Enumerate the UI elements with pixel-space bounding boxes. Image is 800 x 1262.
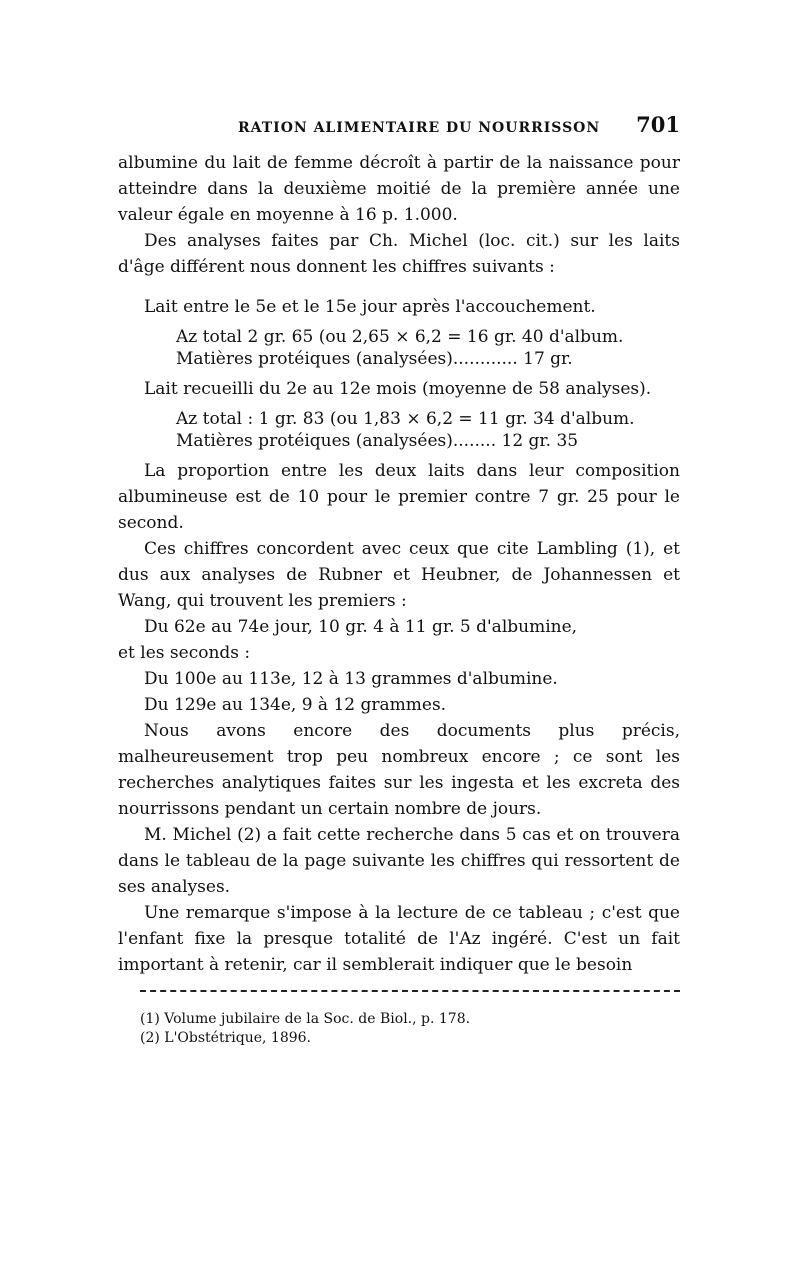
analysis-block-2 [118,408,680,452]
paragraph-michel: M. Michel (2) a fait cette recherche dans 5 cas et on trouvera dans le tableau de la page suivante les chiffres qui ressortent de ses analyses. [118,825,680,897]
footnote-2: (2) L'Obstétrique, 1896. [140,1030,312,1046]
paragraph-lambling: Ces chiffres concordent avec ceux que cite Lambling (1), et dus aux analyses de Rubner et Heubner, de Johannessen et Wang, qui trouvent les premiers : [118,539,680,611]
page-header [118,112,680,142]
range-line-2: Du 100e au 113e, 12 à 13 grammes d'albumine. [144,669,558,689]
footnotes [140,1010,680,1048]
paragraph-documents: Nous avons encore des documents plus précis, malheureusement trop peu nombreux encore ; ce sont les recherches analytiques faites sur les ingesta et les excreta des nourrissons pendant un certain nombre de jours. [118,721,680,819]
paragraph-seconds: et les seconds : [118,643,251,663]
paragraph-analyses: Des analyses faites par Ch. Michel (loc. cit.) sur les laits d'âge différent nous donnent les chiffres suivants : [118,231,680,277]
page-number: 701 [636,112,680,137]
paragraph-proportion: La proportion entre les deux laits dans leur composition albumineuse est de 10 pour le premier contre 7 gr. 25 pour le second. [118,461,680,533]
analysis-az-total: Az total 2 gr. 65 (ou 2,65 × 6,2 = 16 gr. 40 d'album. [176,327,624,347]
footnote-1: (1) Volume jubilaire de la Soc. de Biol., p. 178. [140,1011,471,1027]
paragraph-continued: albumine du lait de femme décroît à partir de la naissance pour atteindre dans la deuxième moitié de la première année une valeur égale en moyenne à 16 p. 1.000. [118,153,680,225]
section-mature-milk-title: Lait recueilli du 2e au 12e mois (moyenne de 58 analyses). [144,379,652,399]
section-colostrum-title: Lait entre le 5e et le 15e jour après l'accouchement. [144,297,596,317]
analysis-az-total: Az total : 1 gr. 83 (ou 1,83 × 6,2 = 11 gr. 34 d'album. [176,409,635,429]
range-line-1: Du 62e au 74e jour, 10 gr. 4 à 11 gr. 5 d'albumine, [144,617,578,637]
analysis-proteins: Matières protéiques (analysées)........ 12 gr. 35 [176,431,579,451]
range-line-3: Du 129e au 134e, 9 à 12 grammes. [144,695,447,715]
analysis-block-1 [118,326,680,370]
analysis-proteins: Matières protéiques (analysées)............ 17 gr. [176,349,573,369]
paragraph-remarque: Une remarque s'impose à la lecture de ce tableau ; c'est que l'enfant fixe la presque totalité de l'Az ingéré. C'est un fait important à retenir, car il semblerait indiquer que le besoin [118,903,680,975]
running-head: RATION ALIMENTAIRE DU NOURRISSON [238,120,601,136]
footnote-rule [140,990,680,992]
body-text [118,150,680,978]
spacer [118,280,680,294]
